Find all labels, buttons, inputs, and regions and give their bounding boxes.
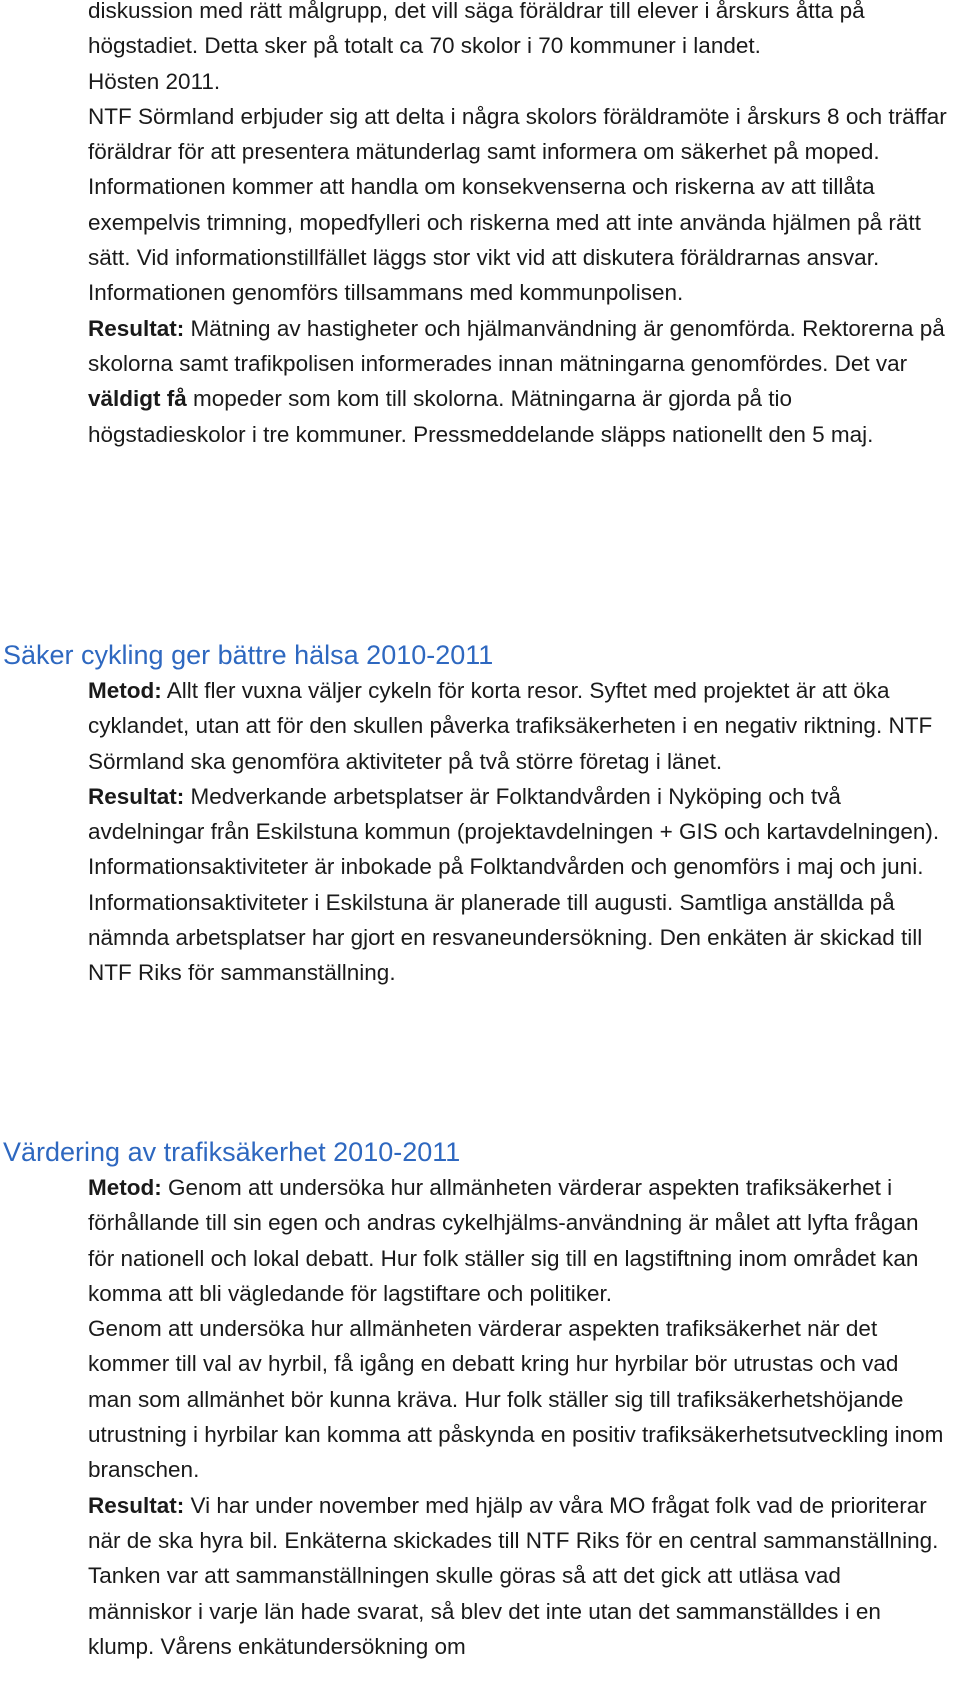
result-text: Vi har under november med hjälp av våra MO frågat folk vad de prioriterar när de ska hyra bil. Enkäterna skickades till NTF Riks för en central sammanställning. Tanken var att sammanställningen skulle göras så att det gick att utläsa vad människor i varje län hade svarat, så blev det inte utan det sammanställdes i en klump. Vårens enkätundersökning om	[88, 1492, 939, 1659]
method-text: Genom att undersöka hur allmänheten värderar aspekten trafiksäkerhet i förhållande till sin egen och andras cykelhjälms-användning är målet att lyfta frågan för nationell och lokal debatt. Hur folk ställer sig till en lagstiftning inom området kan komma att bli vägledande för lagstiftare och politiker.	[88, 1175, 919, 1306]
result-text: Mätning av hastigheter och hjälmanvändning är genomförda. Rektorerna på skolorna samt trafikpolisen informerades innan mätningarna genomfördes. Det var	[88, 315, 945, 376]
result-emphasis: väldigt få	[88, 386, 187, 412]
result-label: Resultat:	[88, 783, 185, 809]
intro-result	[88, 311, 948, 452]
intro-paragraph-1: diskussion med rätt målgrupp, det vill säga föräldrar till elever i årskurs åtta på högstadiet. Detta sker på totalt ca 70 skolor i 70 kommuner i landet.	[88, 0, 865, 59]
intro-paragraph-3	[88, 99, 948, 311]
valuation-method-2: Genom att undersöka hur allmänheten värderar aspekten trafiksäkerhet när det kommer till val av hyrbil, få igång en debatt kring hur hyrbilar bör utrustas och vad man som allmänhet bör kunna kräva. Hur folk ställer sig till trafiksäkerhetshöjande utrustning i hyrbilar kan komma att påskynda en positiv trafiksäkerhetsutveckling inom branschen.	[88, 1316, 944, 1483]
result-text: Medverkande arbetsplatser är Folktandvården i Nyköping och två avdelningar från Eskilstuna kommun (projektavdelningen + GIS och kartavdelningen). Informationsaktiviteter är inbokade på Folktandvården och genomförs i maj och juni. Informationsaktiviteter i Eskilstuna är planerade till augusti. Samtliga anställda på nämnda arbetsplatser har gjort en resvaneundersökning. Den enkäten är skickad till NTF Riks för sammanställning.	[88, 783, 940, 986]
valuation-block	[88, 1170, 948, 1664]
result-label: Resultat:	[88, 1492, 185, 1518]
intro-block	[88, 0, 948, 452]
method-label: Metod:	[88, 678, 162, 703]
intro-text-a: NTF Sörmland erbjuder sig att delta i några skolors föräldramöte i årskurs 8 och träffar föräldrar för att presentera mätunderlag samt informera om säkerhet på moped.	[88, 103, 947, 165]
method-text: Allt fler vuxna väljer cykeln för korta resor. Syftet med projektet är att öka cyklandet, utan att för den skullen påverka trafiksäkerheten i en negativ riktning. NTF Sörmland ska genomföra aktiviteter på två större företag i länet.	[88, 678, 933, 774]
result-label: Resultat:	[88, 315, 185, 341]
section-heading-cycling: Säker cykling ger bättre hälsa 2010-2011	[3, 640, 494, 670]
valuation-result	[88, 1488, 948, 1664]
intro-text-b: Informationen kommer att handla om konsekvenserna och riskerna av att tillåta exempelvis trimning, mopedfylleri och riskerna med att inte använda hjälmen på rätt sätt. Vid informationstillfället läggs stor vikt vid att diskutera föräldrarnas ansvar. Informationen genomförs tillsammans med kommunpolisen.	[88, 174, 921, 306]
intro-paragraph-2: Hösten 2011.	[88, 68, 221, 94]
section-heading-valuation: Värdering av trafiksäkerhet 2010-2011	[3, 1137, 461, 1167]
cycling-method	[88, 673, 948, 779]
method-label: Metod:	[88, 1175, 162, 1200]
cycling-result	[88, 779, 948, 991]
cycling-block	[88, 673, 948, 991]
valuation-method	[88, 1170, 948, 1311]
result-text-2: mopeder som kom till skolorna. Mätningarna är gjorda på tio högstadieskolor i tre kommuner. Pressmeddelande släpps nationellt den 5 maj.	[88, 386, 874, 447]
